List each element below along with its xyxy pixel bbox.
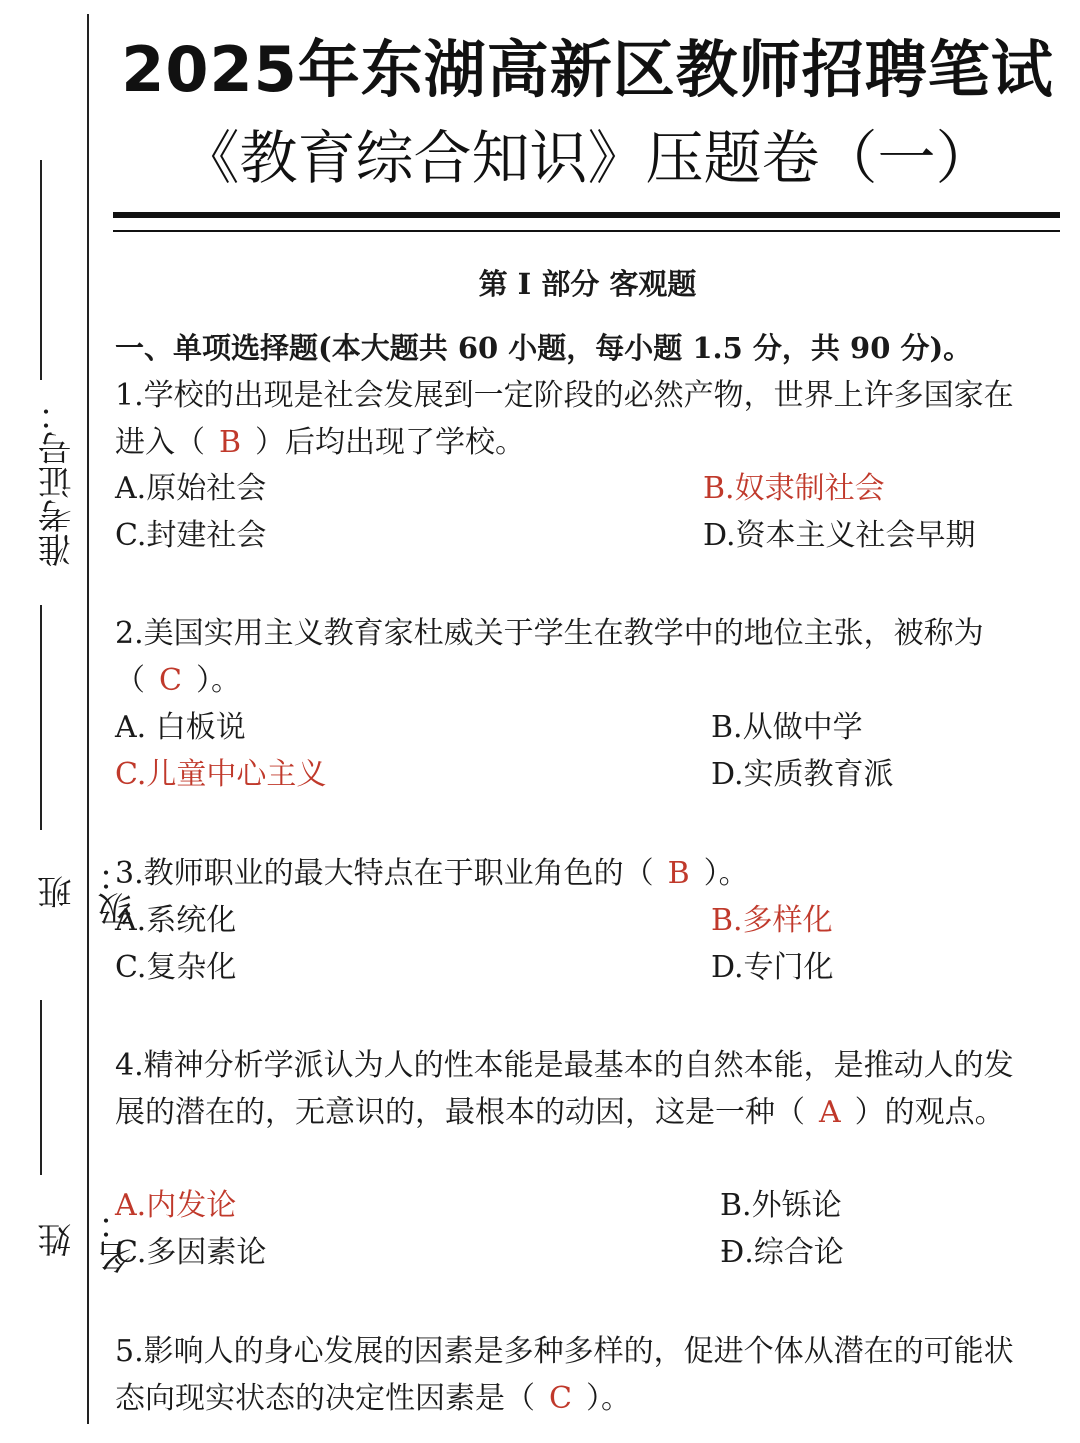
question-4-stem (115, 1042, 1025, 1136)
question-2-option-a: A. 白板说 (115, 710, 246, 745)
exam-id-blank (40, 160, 42, 380)
question-4-option-d: Ɖ.综合论 (720, 1235, 844, 1270)
question-4-option-a: A.内发论 (115, 1188, 237, 1223)
question-1-option-b: B.奴隶制社会 (703, 471, 885, 506)
class-label: 班级： (38, 858, 138, 927)
question-stem-text: 1.学校的出现是社会发展到一定阶段的必然产物，世界上许多国家在进入（ (115, 378, 1014, 460)
answer-mark: C (549, 1381, 572, 1416)
question-stem-text: 4.精神分析学派认为人的性本能是最基本的自然本能，是推动人的发展的潜在的，无意识的，最根本的动因，这是一种（ (115, 1048, 1014, 1130)
question-3-option-c: C.复杂化 (115, 950, 237, 985)
answer-mark: C (159, 663, 182, 698)
question-4-option-c: C.多因素论 (115, 1235, 267, 1270)
question-stem-text: ）的观点。 (854, 1095, 1005, 1130)
part-title: 第 I 部分 客观题 (478, 267, 697, 301)
question-2-option-d: D.实质教育派 (711, 757, 894, 792)
question-stem-text: ）。 (195, 663, 241, 698)
answer-mark: A (819, 1095, 841, 1130)
page-subtitle: 《教育综合知识》压题卷（一） (181, 124, 994, 192)
question-1-option-d: D.资本主义社会早期 (703, 518, 976, 553)
question-3-option-a: A.系统化 (115, 903, 237, 938)
section-title: 一、单项选择题(本大题共 60 小题，每小题 1.5 分，共 90 分)。 (115, 331, 973, 365)
question-stem-text: 2.美国实用主义教育家杜威关于学生在教学中的地位主张，被称为（ (115, 616, 984, 698)
question-stem-text: ）。 (703, 856, 749, 891)
question-5-stem (115, 1328, 1025, 1422)
name-blank (40, 1000, 42, 1175)
question-stem-text: 5.影响人的身心发展的因素是多种多样的，促进个体从潜在的可能状态向现实状态的决定性因素是（ (115, 1334, 1014, 1416)
question-2-option-c: C.儿童中心主义 (115, 757, 327, 792)
question-3-option-b: B.多样化 (711, 903, 833, 938)
question-2-stem (115, 610, 1025, 704)
question-1-option-a: A.原始社会 (115, 471, 267, 506)
question-stem-text: ）。 (585, 1381, 631, 1416)
name-label: 姓名： (38, 1206, 138, 1274)
answer-mark: B (219, 425, 242, 460)
question-4-option-b: B.外铄论 (720, 1188, 842, 1223)
answer-mark: B (667, 856, 690, 891)
question-3-option-d: D.专门化 (711, 950, 834, 985)
page-title: 2025年东湖高新区教师招聘笔试 (121, 33, 1054, 106)
question-2-option-b: B.从做中学 (711, 710, 863, 745)
header-rule-thick (113, 212, 1060, 218)
header-rule-thin (113, 230, 1060, 232)
question-3-stem (115, 850, 1025, 897)
question-stem-text: ）后均出现了学校。 (255, 425, 526, 460)
question-stem-text: 3.教师职业的最大特点在于职业角色的（ (115, 856, 654, 891)
class-blank (40, 605, 42, 830)
exam-id-label: 准考证号： (38, 397, 78, 568)
question-1-option-c: C.封建社会 (115, 518, 267, 553)
question-1-stem (115, 372, 1025, 466)
